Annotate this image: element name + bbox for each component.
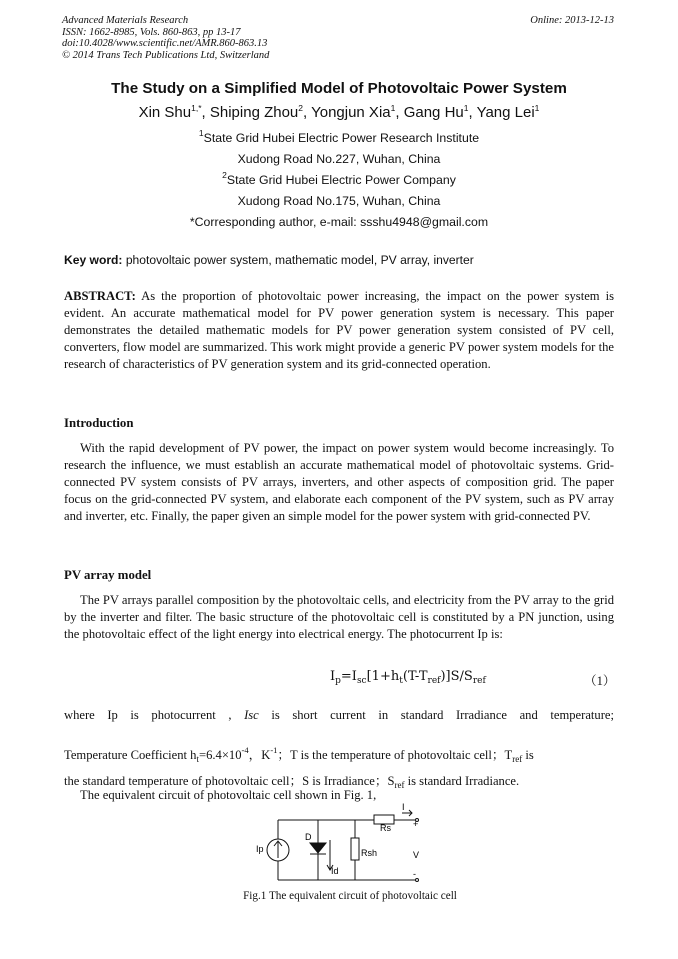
diode-symbol (310, 843, 326, 853)
journal-header (62, 15, 269, 61)
coefficient-line: Temperature Coefficient $h_t=6.4\times 10^{-4}$，$K^{-1}$；T is the temperature of photovoltaic cell；$T_{ref}$ is (64, 745, 534, 764)
abstract-label: ABSTRACT: (64, 289, 136, 303)
journal-name: Advanced Materials Research (62, 15, 189, 26)
author: Shiping Zhou (209, 104, 299, 121)
pv-array-text: The PV arrays parallel composition by the photovoltaic cells, and electricity from the PV array to the grid by the inverter and filter. The basic structure of the photovoltaic cell is constituted by a PN junction, using the photovoltaic effect of the light energy into electrical energy. The photocurrent Ip is: (64, 593, 614, 641)
keywords-text: photovoltaic power system, mathematic model, PV array, inverter (122, 253, 474, 267)
keywords (64, 253, 624, 267)
label-i: I (402, 802, 405, 812)
author-list: Xin Shu$^{1,*}$, Shiping Zhou$^2$, Yongjun Xia$^1$, Gang Hu$^1$, Yang Lei$^1$ (138, 103, 540, 121)
equivalent-circuit-diagram (250, 800, 430, 890)
figure-intro: The equivalent circuit of photovoltaic cell shown in Fig. 1, (80, 788, 377, 802)
label-d: D (305, 832, 312, 842)
online-date: Online: 2013-12-13 (530, 15, 614, 26)
equation-number: （1） (584, 674, 616, 688)
pv-array-heading: PV array model (64, 568, 152, 582)
author: Xin Shu (138, 104, 192, 121)
copyright: © 2014 Trans Tech Publications Ltd, Switzerland (62, 49, 270, 61)
doi: doi:10.4028/www.scientific.net/AMR.860-863.13 (62, 38, 268, 49)
rsh-resistor (351, 838, 359, 860)
label-ip: Ip (256, 844, 264, 854)
paper-title: The Study on a Simplified Model of Photovoltaic Power System (111, 80, 567, 97)
label-v: V (413, 850, 420, 860)
keywords-label: Key word: (64, 253, 123, 267)
label-id: Id (331, 866, 339, 876)
introduction-text: With the rapid development of PV power, the impact on power system would become increasingly. To research the influence, we must establish an accurate mathematical model of photovoltaic systems. Grid-connected PV system consists of PV arrays, inverters, and other aspects of composition grid. The paper focus on the grid-connected PV system, and elaborate each component of the PV system, such as PV array and inverter, etc. Finally, the paper given an simple model for the power system with grid-connected PV. (64, 441, 614, 523)
corresponding-author: *Corresponding author, e-mail: ssshu4948@gmail.com (189, 215, 489, 229)
where-line: where Ip is photocurrent , Isc is short current in standard Irradiance and temperature; (64, 708, 614, 722)
affiliation-1-address: Xudong Road No.227, Wuhan, China (237, 152, 441, 166)
standard-temp-line: the standard temperature of photovoltaic cell；S is Irradiance；$S_{ref}$ is standard Irradiance. (64, 774, 520, 790)
label-plus: + (413, 819, 419, 829)
introduction-heading: Introduction (64, 416, 134, 430)
affiliation-2: $^2$State Grid Hubei Electric Power Company (222, 170, 456, 187)
figure-caption: Fig.1 The equivalent circuit of photovoltaic cell (243, 890, 457, 902)
author: Gang Hu (403, 104, 464, 121)
author: Yang Lei (476, 104, 535, 121)
label-minus: - (413, 869, 416, 879)
author: Yongjun Xia (311, 104, 391, 121)
issn: ISSN: 1662-8985, Vols. 860-863, pp 13-17 (62, 26, 241, 38)
abstract-text: As the proportion of photovoltaic power increasing, the impact on the power system is evident. An accurate mathematical model for PV power generation system is necessary. This paper demonstrates the detailed mathematic models for PV power generation system consisted of PV cell, converters, flow model are summarized. This work might provide a generic PV power system models for the research of characteristics of PV generation system and its grid-connected operation. (64, 289, 614, 371)
label-rsh: Rsh (361, 848, 378, 858)
abstract (64, 288, 614, 373)
affiliation-2-address: Xudong Road No.175, Wuhan, China (237, 194, 441, 208)
affiliation-1: $^1$State Grid Hubei Electric Power Research Institute (198, 128, 480, 145)
equation-1: $I_p=I_{sc}[1+h_t(T-T_{ref})]S/S_{ref}$ (330, 669, 486, 686)
label-rs: Rs (380, 823, 391, 833)
